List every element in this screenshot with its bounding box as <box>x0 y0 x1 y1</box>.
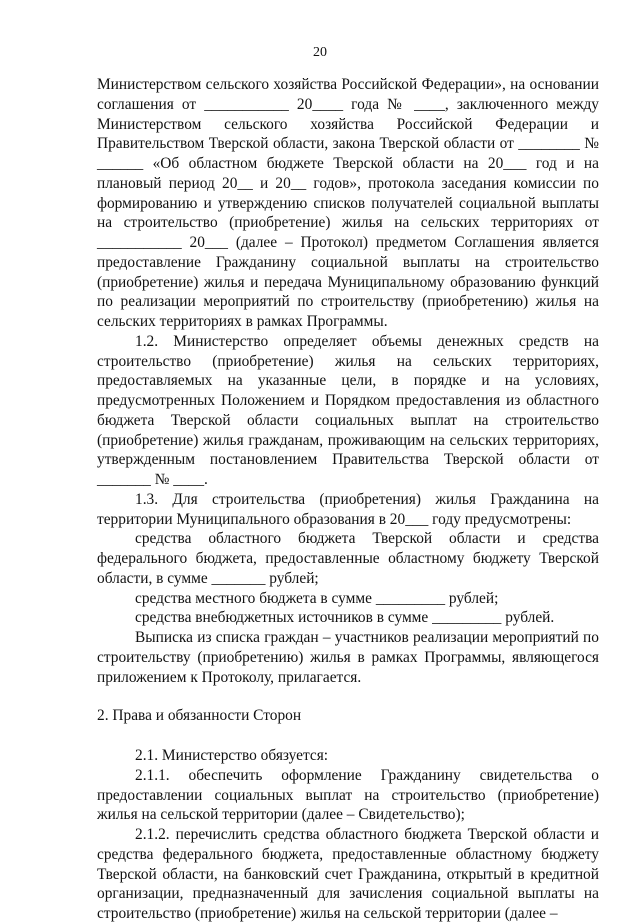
document-body <box>97 75 599 924</box>
section-heading: 2. Права и обязанности Сторон <box>97 707 302 725</box>
paragraph-subject: Министерством сельского хозяйства Российской Федерации», на основании соглашения от ___________ 20____ года № ____, заключенного между Министерством сельского хозяйства Российской Федерации и Правительством Тверской области, закона Тверской области от ________ № ______ «Об областном бюджете Тверской области на 20___ год и на плановый период 20__ и 20__ годов», протокола заседания комиссии по формированию и утверждению списков получателей социальной выплаты на строительство (приобретение) жилья на сельских территориях от ___________ 20___ (далее – Протокол) предметом Соглашения является предоставление Гражданину социальной выплаты на строительство (приобретение) жилья и передача Муниципальному образованию функций по реализации мероприятий по строительству (приобретению) жилья на сельских территориях в рамках Программы. <box>97 76 599 330</box>
page-number: 20 <box>313 45 327 60</box>
paragraph-extrabudgetary-funds: средства внебюджетных источников в сумме _________ рублей. <box>135 609 555 627</box>
paragraph-list-extract: Выписка из списка граждан – участников реализации мероприятий по строительству (приобретению) жилья в рамках Программы, являющегося приложением к Протоколу, прилагается. <box>97 629 599 686</box>
paragraph-1-2: 1.2. Министерство определяет объемы денежных средств на строительство (приобретение) жилья на сельских территориях, предоставляемых на указанные цели, в порядке и на условиях, предусмотренных Положением и Порядком предоставления из областного бюджета Тверской области социальных выплат на строительство (приобретение) жилья гражданам, проживающим на сельских территориях, утвержденным постановлением Правительства Тверской области от _______ № ____. <box>97 332 599 488</box>
paragraph-regional-budget-funds: средства областного бюджета Тверской области и средства федерального бюджета, предоставленные областному бюджету Тверской области, в сумме _______ рублей; <box>97 530 599 587</box>
paragraph-2-1: 2.1. Министерство обязуется: <box>135 747 329 764</box>
paragraph-1-3: 1.3. Для строительства (приобретения) жилья Гражданина на территории Муниципального образования в 20___ году предусмотрены: <box>97 490 599 528</box>
paragraph-local-budget-funds: средства местного бюджета в сумме _________ рублей; <box>135 589 499 607</box>
paragraph-2-1-1: 2.1.1. обеспечить оформление Гражданину свидетельства о предоставлении социальных выплат на строительство (приобретение) жилья на сельской территории (далее – Свидетельство); <box>97 766 599 824</box>
paragraph-2-1-2: 2.1.2. перечислить средства областного бюджета Тверской области и средства федерального бюджета, предоставленные областному бюджету Тверской области, на банковский счет Гражданина, открытый в кредитной организации, предназначенный для зачисления социальной выплаты на строительство (приобретение) жилья на сельской территории (далее – <box>97 826 599 922</box>
